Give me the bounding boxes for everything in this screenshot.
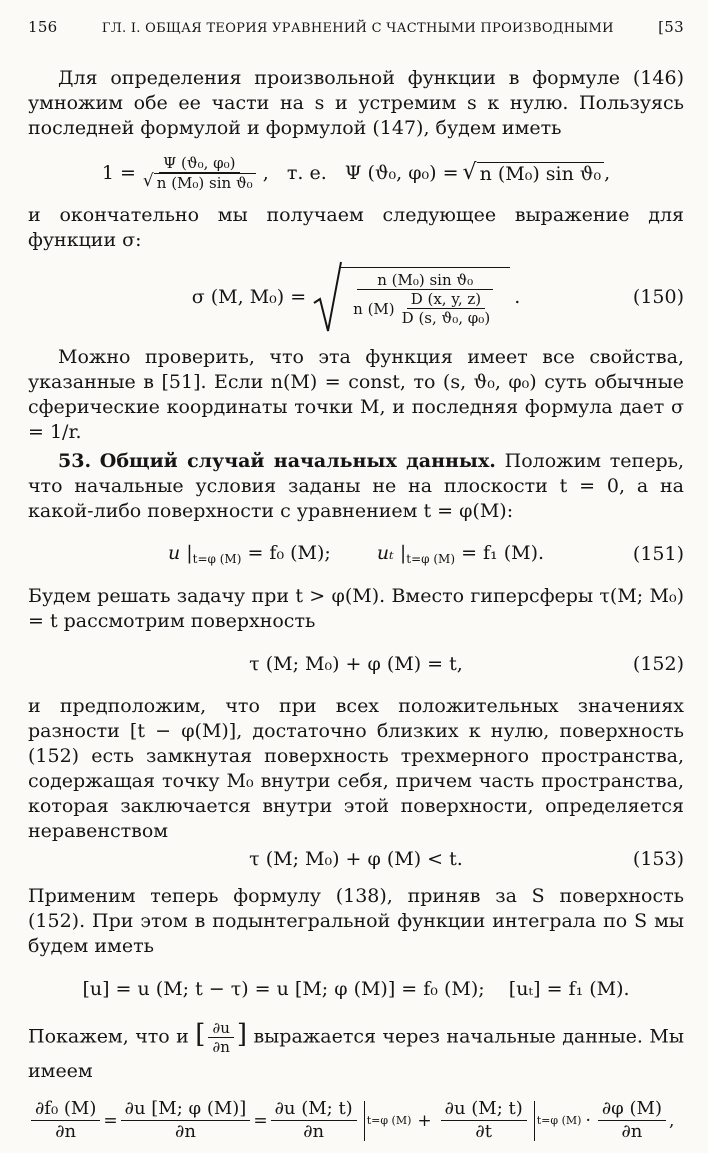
running-title: ГЛ. I. ОБЩАЯ ТЕОРИЯ УРАВНЕНИЙ С ЧАСТНЫМИ ПРОИЗВОДНЫМИ [101, 21, 614, 36]
paragraph-5: Будем решать задачу при t > φ(M). Вместо гиперсферы τ(M; M₀) = t рассмотрим поверхность [28, 585, 684, 632]
equation-derivative: $\frac{\text{∂f₀ (M)}}{\partial n}$ = $\frac{\partial u [M; \varphi (M)]}{\partial n}$ = $\frac{\partial u (M; t)}{\partial n}$ t=φ (M) + $\frac{\partial u (M; t)}{\partial t}$ t=φ (M) · $\frac{\partial\varphi (M)}{\partial n}$ , [28, 1098, 684, 1143]
equation-153: τ (M; M₀) + φ (M) < t. (153) [249, 848, 684, 870]
fraction-sigma: n (M₀) sin ϑ₀ n (M) $\frac{D (x, y, z)}{\text{D (s, ϑ₀, φ₀)}}$ [349, 271, 501, 327]
section-heading-number: 53. [58, 450, 92, 472]
sqrt-sign: √ n (M₀) sin ϑ₀ [463, 162, 605, 185]
paragraph-2: и окончательно мы получаем следующее выражение для функции σ: [28, 204, 684, 251]
jacobian-fraction: $\frac{D (x, y, z)}{\text{D (s, ϑ₀, φ₀)}}$ [401, 290, 491, 327]
section-mark: [53 [658, 18, 684, 36]
equation-number: (150) [632, 286, 684, 308]
equation-150: σ (M, M₀) = n (M₀) sin ϑ₀ n (M) $\frac{D (x, y, z)}{\text{D (s, ϑ₀, φ₀)}}$ . (150) [28, 261, 684, 333]
section-heading: Общий случай начальных данных. [99, 450, 496, 472]
paragraph-6: и предположим, что при всех положительных значениях разности [t − φ(M)], достаточно близких к нулю, поверхность (152) есть замкнутая поверхность трехмерного пространства, содержащая точку M₀ внутри себя, причем часть пространства, которая заключается внутри этой поверхности, определяется неравенством [28, 695, 684, 842]
page-number: 156 [28, 18, 58, 36]
equation-number: (153) [632, 848, 684, 870]
fraction-psi: Ψ (ϑ₀, φ₀) √ n (M₀) sin ϑ₀ [139, 154, 260, 193]
equation-psi: 1 = Ψ (ϑ₀, φ₀) √ n (M₀) sin ϑ₀ , т. е. Ψ (ϑ₀, φ₀) = √ n (M₀) sin ϑ₀ , [101, 153, 611, 193]
paragraph-4: 53. Общий случай начальных данных. Положим теперь, что начальные условия заданы не на плоскости t = 0, а на какой-либо поверхности с уравнением t = φ(M): [28, 450, 684, 522]
page [28, 18, 684, 1153]
paragraph-7: Применим теперь формулу (138), приняв за S поверхность (152). При этом в подынтегральной функции интеграла по S мы будем иметь [28, 885, 684, 957]
paragraph-1: Для определения произвольной функции в формуле (146) умножим обе ее части на s и устремим s к нулю. Пользуясь последней формулой и формулой (147), будем иметь [28, 67, 684, 139]
equation-number: (151) [632, 543, 684, 565]
paragraph-8: Покажем, что и [ $\frac{\partial u}{\partial n}$ ] выражается через начальные данные. Мы имеем [28, 1019, 684, 1082]
inline-derivative: $\frac{\partial u}{\partial n}$ [208, 1019, 233, 1056]
equation-number: (152) [632, 653, 684, 675]
equation-u: [u] = u (M; t − τ) = u [M; φ (M)] = f₀ (M); [uₜ] = f₁ (M). [82, 978, 630, 1000]
equation-152: τ (M; M₀) + φ (M) = t, (152) [249, 653, 684, 675]
paragraph-3: Можно проверить, что эта функция имеет все свойства, указанные в [51]. Если n(M) = const, то (s, ϑ₀, φ₀) суть обычные сферические координаты точки M, и последняя формула дает σ = 1/r. [28, 346, 684, 443]
big-sqrt-sign [312, 261, 510, 333]
running-header [28, 18, 684, 36]
sqrt-sign: √ n (M₀) sin ϑ₀ [143, 173, 256, 192]
equation-151: u $|_{t=\varphi (M)} = f_0$ (M); uₜ $|_{t=\varphi (M)} = f_1$ (M). (151) [167, 542, 684, 566]
